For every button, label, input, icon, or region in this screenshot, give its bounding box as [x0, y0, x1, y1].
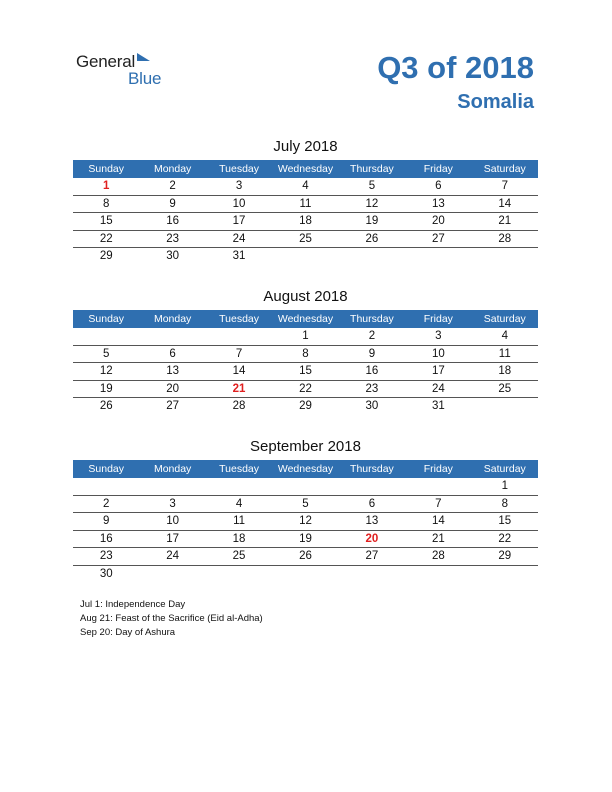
day-cell: 16 — [166, 215, 180, 227]
day-cell: 1 — [103, 180, 110, 192]
weekday-label: Monday — [153, 313, 192, 325]
day-cell: 28 — [498, 232, 512, 245]
weekday-label: Saturday — [483, 313, 526, 325]
day-cell: 18 — [299, 215, 312, 227]
weekday-label: Sunday — [88, 313, 125, 325]
weekday-label: Tuesday — [219, 463, 259, 475]
month-august — [73, 287, 538, 416]
day-cell: 10 — [166, 515, 180, 527]
day-cell: 29 — [498, 550, 512, 562]
day-cell: 27 — [365, 550, 379, 562]
logo-flag-icon — [135, 52, 151, 68]
day-cell: 13 — [166, 365, 180, 377]
day-cell: 25 — [498, 382, 512, 395]
day-cell: 7 — [501, 180, 508, 192]
day-cell: 5 — [368, 180, 376, 192]
day-cell: 2 — [103, 497, 110, 510]
week-row — [73, 478, 538, 496]
week-row — [73, 328, 538, 346]
day-cell: 1 — [302, 330, 309, 342]
empty-day-cell — [472, 398, 538, 416]
day-cell: 11 — [233, 515, 246, 527]
day-cell: 24 — [166, 550, 180, 562]
country-name: Somalia — [457, 91, 534, 113]
empty-day-cell — [405, 566, 471, 584]
logo — [76, 52, 186, 88]
day-cell: 16 — [99, 532, 113, 545]
day-cell: 28 — [431, 550, 445, 562]
weekday-label: Wednesday — [277, 163, 334, 175]
week-row — [73, 231, 538, 249]
day-cell: 20 — [365, 532, 379, 545]
day-cell: 31 — [431, 400, 445, 412]
week-row — [73, 548, 538, 566]
empty-day-cell — [206, 478, 272, 495]
day-cell: 16 — [365, 365, 379, 377]
day-cell: 11 — [299, 197, 312, 210]
day-cell: 13 — [431, 197, 445, 210]
day-cell: 7 — [235, 347, 243, 360]
empty-day-cell — [339, 478, 405, 495]
empty-day-cell — [139, 328, 205, 345]
day-cell: 3 — [235, 180, 243, 192]
weekday-header — [73, 160, 538, 178]
day-cell: 1 — [501, 480, 508, 492]
day-cell: 2 — [368, 330, 376, 342]
week-row — [73, 398, 538, 416]
empty-day-cell — [206, 328, 272, 345]
month-july — [73, 137, 538, 266]
month-september — [73, 437, 538, 583]
day-cell: 22 — [498, 532, 512, 545]
day-cell: 26 — [365, 232, 379, 245]
empty-day-cell — [206, 566, 272, 584]
weekday-label: Tuesday — [219, 163, 259, 175]
week-row — [73, 513, 538, 531]
holiday-note: Sep 20: Day of Ashura — [80, 627, 176, 638]
day-cell: 19 — [99, 382, 113, 395]
day-cell: 14 — [232, 365, 246, 377]
weekday-label: Sunday — [88, 163, 125, 175]
empty-day-cell — [405, 248, 471, 266]
weekday-label: Friday — [423, 163, 453, 175]
holiday-note: Jul 1: Independence Day — [80, 599, 186, 610]
day-cell: 21 — [232, 382, 246, 395]
weekday-label: Sunday — [88, 463, 125, 475]
day-cell: 29 — [99, 250, 113, 262]
day-cell: 11 — [498, 347, 511, 360]
empty-day-cell — [472, 566, 538, 584]
day-cell: 10 — [232, 197, 246, 210]
holiday-notes — [80, 598, 263, 640]
month-grid — [73, 478, 538, 583]
day-cell: 15 — [299, 365, 312, 377]
day-cell: 24 — [431, 382, 445, 395]
day-cell: 22 — [99, 232, 113, 245]
empty-day-cell — [405, 478, 471, 495]
weekday-label: Tuesday — [219, 313, 259, 325]
empty-day-cell — [272, 248, 338, 266]
day-cell: 20 — [431, 215, 445, 227]
day-cell: 22 — [299, 382, 312, 395]
day-cell: 27 — [166, 400, 180, 412]
weekday-label: Wednesday — [277, 463, 334, 475]
day-cell: 23 — [365, 382, 379, 395]
day-cell: 23 — [166, 232, 180, 245]
month-grid — [73, 178, 538, 266]
weekday-label: Wednesday — [277, 313, 334, 325]
weekday-label: Thursday — [350, 163, 394, 175]
day-cell: 21 — [498, 215, 512, 227]
day-cell: 19 — [365, 215, 379, 227]
week-row — [73, 213, 538, 231]
weekday-label: Thursday — [350, 463, 394, 475]
weekday-label: Thursday — [350, 313, 394, 325]
week-row — [73, 566, 538, 584]
day-cell: 6 — [368, 497, 376, 510]
day-cell: 9 — [169, 197, 176, 210]
week-row — [73, 346, 538, 364]
weekday-header — [73, 310, 538, 328]
empty-day-cell — [339, 248, 405, 266]
weekday-label: Saturday — [483, 463, 526, 475]
day-cell: 4 — [302, 180, 309, 192]
logo-text-general: General — [76, 52, 136, 71]
day-cell: 19 — [299, 532, 312, 545]
day-cell: 30 — [365, 400, 379, 412]
day-cell: 4 — [501, 330, 508, 342]
week-row — [73, 196, 538, 214]
day-cell: 6 — [169, 347, 176, 360]
empty-day-cell — [73, 478, 139, 495]
day-cell: 25 — [232, 550, 246, 562]
day-cell: 2 — [169, 180, 176, 192]
day-cell: 17 — [431, 365, 445, 377]
holiday-note: Aug 21: Feast of the Sacrifice (Eid al-Adha) — [80, 613, 263, 624]
empty-day-cell — [339, 566, 405, 584]
week-row — [73, 248, 538, 266]
day-cell: 30 — [99, 567, 113, 580]
day-cell: 27 — [431, 232, 445, 245]
day-cell: 7 — [435, 497, 442, 510]
day-cell: 14 — [498, 197, 512, 210]
weekday-header — [73, 460, 538, 478]
day-cell: 26 — [99, 400, 113, 412]
day-cell: 20 — [166, 382, 180, 395]
day-cell: 5 — [103, 347, 110, 360]
empty-day-cell — [272, 478, 338, 495]
day-cell: 8 — [103, 197, 110, 210]
day-cell: 3 — [169, 497, 176, 510]
day-cell: 12 — [299, 515, 312, 527]
day-cell: 15 — [498, 515, 512, 527]
weekday-label: Monday — [153, 463, 192, 475]
empty-day-cell — [139, 478, 205, 495]
week-row — [73, 381, 538, 399]
weekday-label: Friday — [423, 313, 453, 325]
day-cell: 13 — [365, 515, 379, 527]
month-title: August 2018 — [263, 288, 348, 305]
day-cell: 5 — [302, 497, 309, 510]
day-cell: 15 — [99, 215, 113, 227]
page-title: Q3 of 2018 — [377, 50, 534, 85]
week-row — [73, 178, 538, 196]
day-cell: 24 — [232, 232, 246, 245]
day-cell: 9 — [103, 515, 110, 527]
empty-day-cell — [73, 328, 139, 345]
day-cell: 17 — [232, 215, 246, 227]
day-cell: 29 — [299, 400, 312, 412]
empty-day-cell — [472, 248, 538, 266]
month-grid — [73, 328, 538, 416]
week-row — [73, 496, 538, 514]
weekday-label: Friday — [423, 463, 453, 475]
weekday-label: Monday — [153, 163, 192, 175]
weekday-label: Saturday — [483, 163, 526, 175]
week-row — [73, 531, 538, 549]
day-cell: 8 — [302, 347, 309, 360]
day-cell: 10 — [431, 347, 445, 360]
empty-day-cell — [139, 566, 205, 584]
day-cell: 28 — [232, 400, 246, 412]
day-cell: 18 — [232, 532, 246, 545]
month-title: September 2018 — [250, 438, 361, 455]
day-cell: 3 — [435, 330, 442, 342]
day-cell: 12 — [365, 197, 379, 210]
day-cell: 12 — [99, 365, 113, 377]
day-cell: 6 — [435, 180, 442, 192]
day-cell: 31 — [232, 250, 246, 262]
day-cell: 14 — [431, 515, 445, 527]
day-cell: 25 — [299, 232, 312, 245]
day-cell: 8 — [501, 497, 508, 510]
day-cell: 4 — [235, 497, 243, 510]
day-cell: 30 — [166, 250, 180, 262]
day-cell: 26 — [299, 550, 312, 562]
week-row — [73, 363, 538, 381]
day-cell: 21 — [431, 532, 445, 545]
day-cell: 17 — [166, 532, 180, 545]
day-cell: 9 — [368, 347, 376, 360]
day-cell: 18 — [498, 365, 512, 377]
day-cell: 23 — [99, 550, 113, 562]
month-title: July 2018 — [273, 138, 338, 155]
empty-day-cell — [272, 566, 338, 584]
logo-text-blue: Blue — [128, 69, 162, 88]
